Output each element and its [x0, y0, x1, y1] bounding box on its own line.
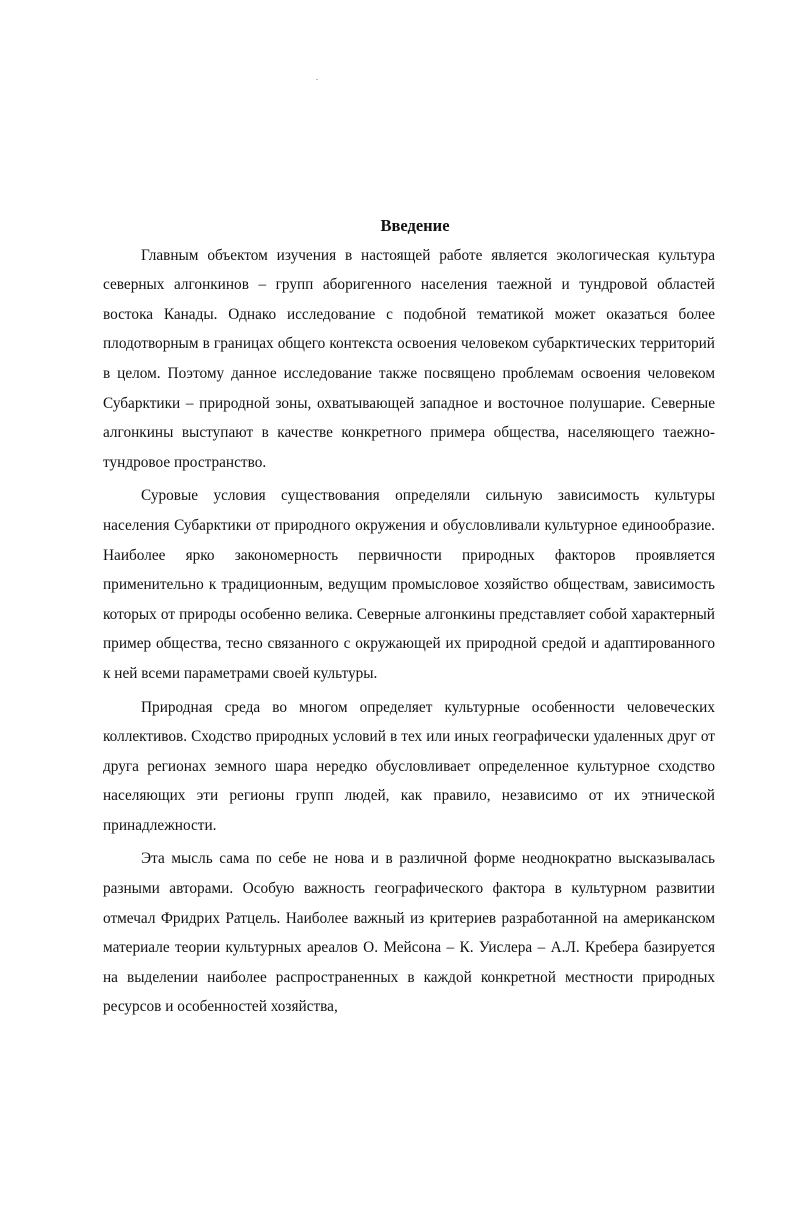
paragraph-4: Эта мысль сама по себе не нова и в различной форме неоднократно высказывалась разными авторами. Особую важность географического фактора в культурном развитии отмечал Фридрих Ратцель. Наиболее важный из критериев разработанной на американском материале теории культурных ареалов О. Мейсона – К. Уислера – А.Л. Кребера базируется на выделении наиболее распространенных в каждой конкретной местности природных ресурсов и особенностей хозяйства, [103, 850, 715, 1016]
paragraph-3: Природная среда во многом определяет культурные особенности человеческих коллективов. Сходство природных условий в тех или иных географически удаленных друг от друга регионах земного шара нередко обусловливает определенное культурное сходство населяющих эти регионы групп людей, как правило, независимо от их этнической принадлежности. [103, 698, 715, 834]
section-title: Введение [380, 216, 450, 235]
scan-artifact [316, 79, 318, 80]
paragraph-1: Главным объектом изучения в настоящей работе является экологическая культура северных алгонкинов – групп аборигенного населения таежной и тундровой областей востока Канады. Однако исследование с подобной тематикой может оказаться более плодотворным в границах общего контекста освоения человеком субарктических территорий в целом. Поэтому данное исследование также посвящено проблемам освоения человеком Субарктики – природной зоны, охватывающей западное и восточное полушарие. Северные алгонкины выступают в качестве конкретного примера общества, населяющего таежно-тундровое пространство. [103, 246, 715, 471]
paragraph-2: Суровые условия существования определяли сильную зависимость культуры населения Субарктики от природного окружения и обусловливали культурное единообразие. Наиболее ярко закономерность первичности природных факторов проявляется применительно к традиционным, ведущим промысловое хозяйство обществам, зависимость которых от природы особенно велика. Северные алгонкины представляет собой характерный пример общества, тесно связанного с окружающей их природной средой и адаптированного к ней всеми параметрами своей культуры. [103, 487, 715, 682]
page-body [103, 211, 715, 1022]
